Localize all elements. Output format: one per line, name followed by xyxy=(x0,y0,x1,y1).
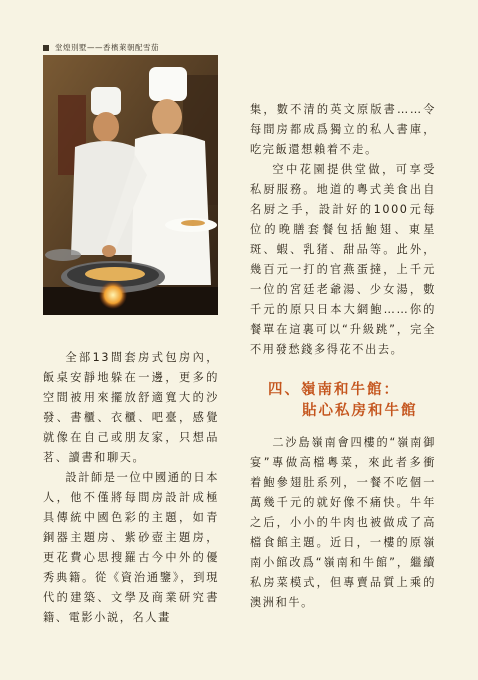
header-square-icon xyxy=(43,45,49,51)
photo-illustration xyxy=(43,55,218,315)
right-column-bottom xyxy=(250,433,436,613)
right-column-top xyxy=(250,100,436,360)
chefs-cooking-photo xyxy=(43,55,218,315)
left-column xyxy=(43,348,219,628)
right-paragraph-1: 集，數不清的英文原版書……令每間房都成爲獨立的私人書庫，吃完飯還想賴着不走。 xyxy=(250,103,436,156)
left-paragraph-2: 設計師是一位中國通的日本人，他不僅將每間房設計成極具傳統中國色彩的主題，如青銅器主題房、紫砂壺主題房，更花費心思搜羅古今中外的優秀典籍。從《資治通鑒》，到現代的建築、文學及商業研究書籍、電影小説，名人畫 xyxy=(43,471,219,624)
section-title xyxy=(268,380,438,422)
right-paragraph-2: 空中花園提供堂做，可享受私厨服務。地道的粵式美食出自名厨之手，設計好的1000元每位的晚膳套餐包括鮑翅、東星斑、蝦、乳猪、甜品等。此外，幾百元一打的官燕蛋撻，上千元一位的宮廷老爺湯、少女湯，數千元的原只日本大網鮑……你的餐單在這裏可以“升級跳”，完全不用發愁錢多得花不出去。 xyxy=(250,163,436,356)
section-title-line-2: 貼心私房和牛館 xyxy=(302,403,418,419)
header-text: 堂煌別墅——香檳萊朝配雪茄 xyxy=(55,43,159,52)
right-paragraph-3: 二沙島嶺南會四樓的“嶺南御宴”專做高檔粵菜，來此者多衝着鮑參翅肚系列，一餐不吃個一萬幾千元的就好像不痛快。牛年之后，小小的牛肉也被做成了高檔食館主題。近日，一樓的原嶺南小館改爲“嶺南和牛館”，繼續私房菜模式，但專賣品質上乘的澳洲和牛。 xyxy=(250,436,436,609)
page-header xyxy=(43,42,159,53)
left-paragraph-1: 全部13間套房式包房內，飯桌安靜地躲在一邊，更多的空間被用來擺放舒適寬大的沙發、書櫃、衣櫃、吧臺，感覺就像在自己或朋友家，只想品茗、讀書和聊天。 xyxy=(43,351,219,464)
section-title-line-1: 四、嶺南和牛館： xyxy=(268,382,400,398)
